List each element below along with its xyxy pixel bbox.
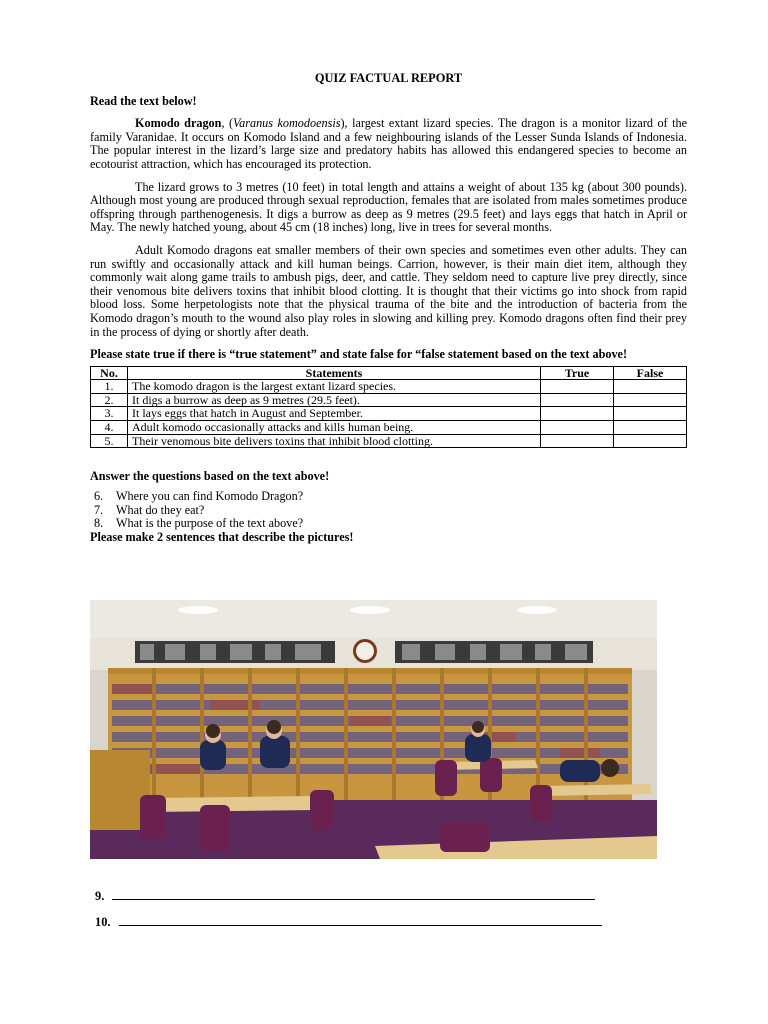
header-statements: Statements: [128, 366, 541, 380]
page-title: QUIZ FACTUAL REPORT: [314, 71, 463, 85]
question-text: Where you can find Komodo Dragon?: [116, 488, 304, 503]
paragraph-2: The lizard grows to 3 metres (10 feet) in total length and attains a weight of about 135 kg (about 300 pounds). Although most young are produced through sexual reproduction, females that are isolated from males sometimes produce offspring through parthenogenesis. It digs a burrow as deep as 9 metres (29.5 feet) and lays eggs that hatch in April or May. The newly hatched young, about 45 cm (18 inches) long, live in trees for several months.: [90, 179, 687, 235]
pictures-instruction: Please make 2 sentences that describe the pictures!: [90, 530, 354, 545]
question-item: [90, 504, 687, 518]
row-number: 1.: [91, 380, 128, 394]
answer-blank[interactable]: [119, 914, 602, 926]
header-true: True: [541, 366, 614, 380]
statement-text: It digs a burrow as deep as 9 metres (29.5 feet).: [128, 393, 541, 407]
true-cell[interactable]: [541, 407, 614, 421]
answer-instruction: Answer the questions based on the text above!: [90, 469, 330, 484]
scientific-name: Varanus komodoensis: [233, 116, 341, 131]
row-number: 5.: [91, 434, 128, 448]
question-number: 7.: [94, 502, 104, 517]
komodo-term: Komodo dragon: [135, 116, 222, 131]
true-cell[interactable]: [541, 380, 614, 394]
library-scene-image: [90, 600, 657, 859]
answer-number: 9.: [95, 889, 105, 903]
statements-table: [90, 366, 687, 449]
true-cell[interactable]: [541, 393, 614, 407]
answer-line-10[interactable]: [95, 914, 602, 930]
table-row: [91, 393, 687, 407]
paragraph-1: [90, 117, 687, 171]
p1-part-a: , (: [221, 116, 234, 131]
table-row: [91, 421, 687, 435]
question-text: What do they eat?: [116, 502, 205, 517]
question-number: 6.: [94, 488, 104, 503]
header-false: False: [614, 366, 687, 380]
true-false-instruction: Please state true if there is “true statement” and state false for “false statement based on the text above!: [90, 347, 628, 362]
row-number: 4.: [91, 421, 128, 435]
row-number: 3.: [91, 407, 128, 421]
false-cell[interactable]: [614, 421, 687, 435]
table-row: [91, 407, 687, 421]
table-row: [91, 380, 687, 394]
header-no: No.: [91, 366, 128, 380]
question-text: What is the purpose of the text above?: [116, 516, 304, 531]
true-cell[interactable]: [541, 434, 614, 448]
statement-text: Adult komodo occasionally attacks and kills human being.: [128, 421, 541, 435]
false-cell[interactable]: [614, 393, 687, 407]
false-cell[interactable]: [614, 407, 687, 421]
statement-text: Their venomous bite delivers toxins that inhibit blood clotting.: [128, 434, 541, 448]
table-row: [91, 434, 687, 448]
paragraph-3: Adult Komodo dragons eat smaller members of their own species and sometimes even other adults. They can run swiftly and occasionally attack and kill human beings. Carrion, however, is their main diet item, although they commonly wait along game trails to ambush pigs, deer, and cattle. They seldom need to capture live prey directly, since their venomous bite delivers toxins that inhibit blood clotting. It is thought that their victims go into shock from rapid blood loss. Some herpetologists note that the physical trauma of the bite and the introduction of bacteria from the Komodo dragon’s mouth to the wound also play roles in slowing and killing prey. Komodo dragons often find their prey in the process of dying or shortly after death.: [90, 242, 687, 339]
true-cell[interactable]: [541, 421, 614, 435]
table-header-row: [91, 366, 687, 380]
worksheet: [90, 72, 687, 545]
false-cell[interactable]: [614, 434, 687, 448]
p1-part-b: ), largest extant lizard species. The dragon is a monitor lizard of the family Varanidae. It occurs on Komodo Island and a few neighbouring islands of the Lesser Sunda Islands of Indonesia. The popular interest in the lizard’s large size and predatory habits has allowed this endangered species to become an ecotourist attraction, which has encouraged its protection.: [90, 116, 687, 171]
answer-number: 10.: [95, 915, 111, 929]
library-photo: [90, 600, 657, 859]
false-cell[interactable]: [614, 380, 687, 394]
question-item: [90, 517, 687, 531]
question-number: 8.: [94, 516, 104, 531]
question-item: [90, 490, 687, 504]
statement-text: It lays eggs that hatch in August and September.: [128, 407, 541, 421]
answer-line-9[interactable]: [95, 888, 595, 904]
answer-blank[interactable]: [112, 888, 595, 900]
statement-text: The komodo dragon is the largest extant lizard species.: [128, 380, 541, 394]
read-instruction: Read the text below!: [90, 93, 197, 108]
row-number: 2.: [91, 393, 128, 407]
